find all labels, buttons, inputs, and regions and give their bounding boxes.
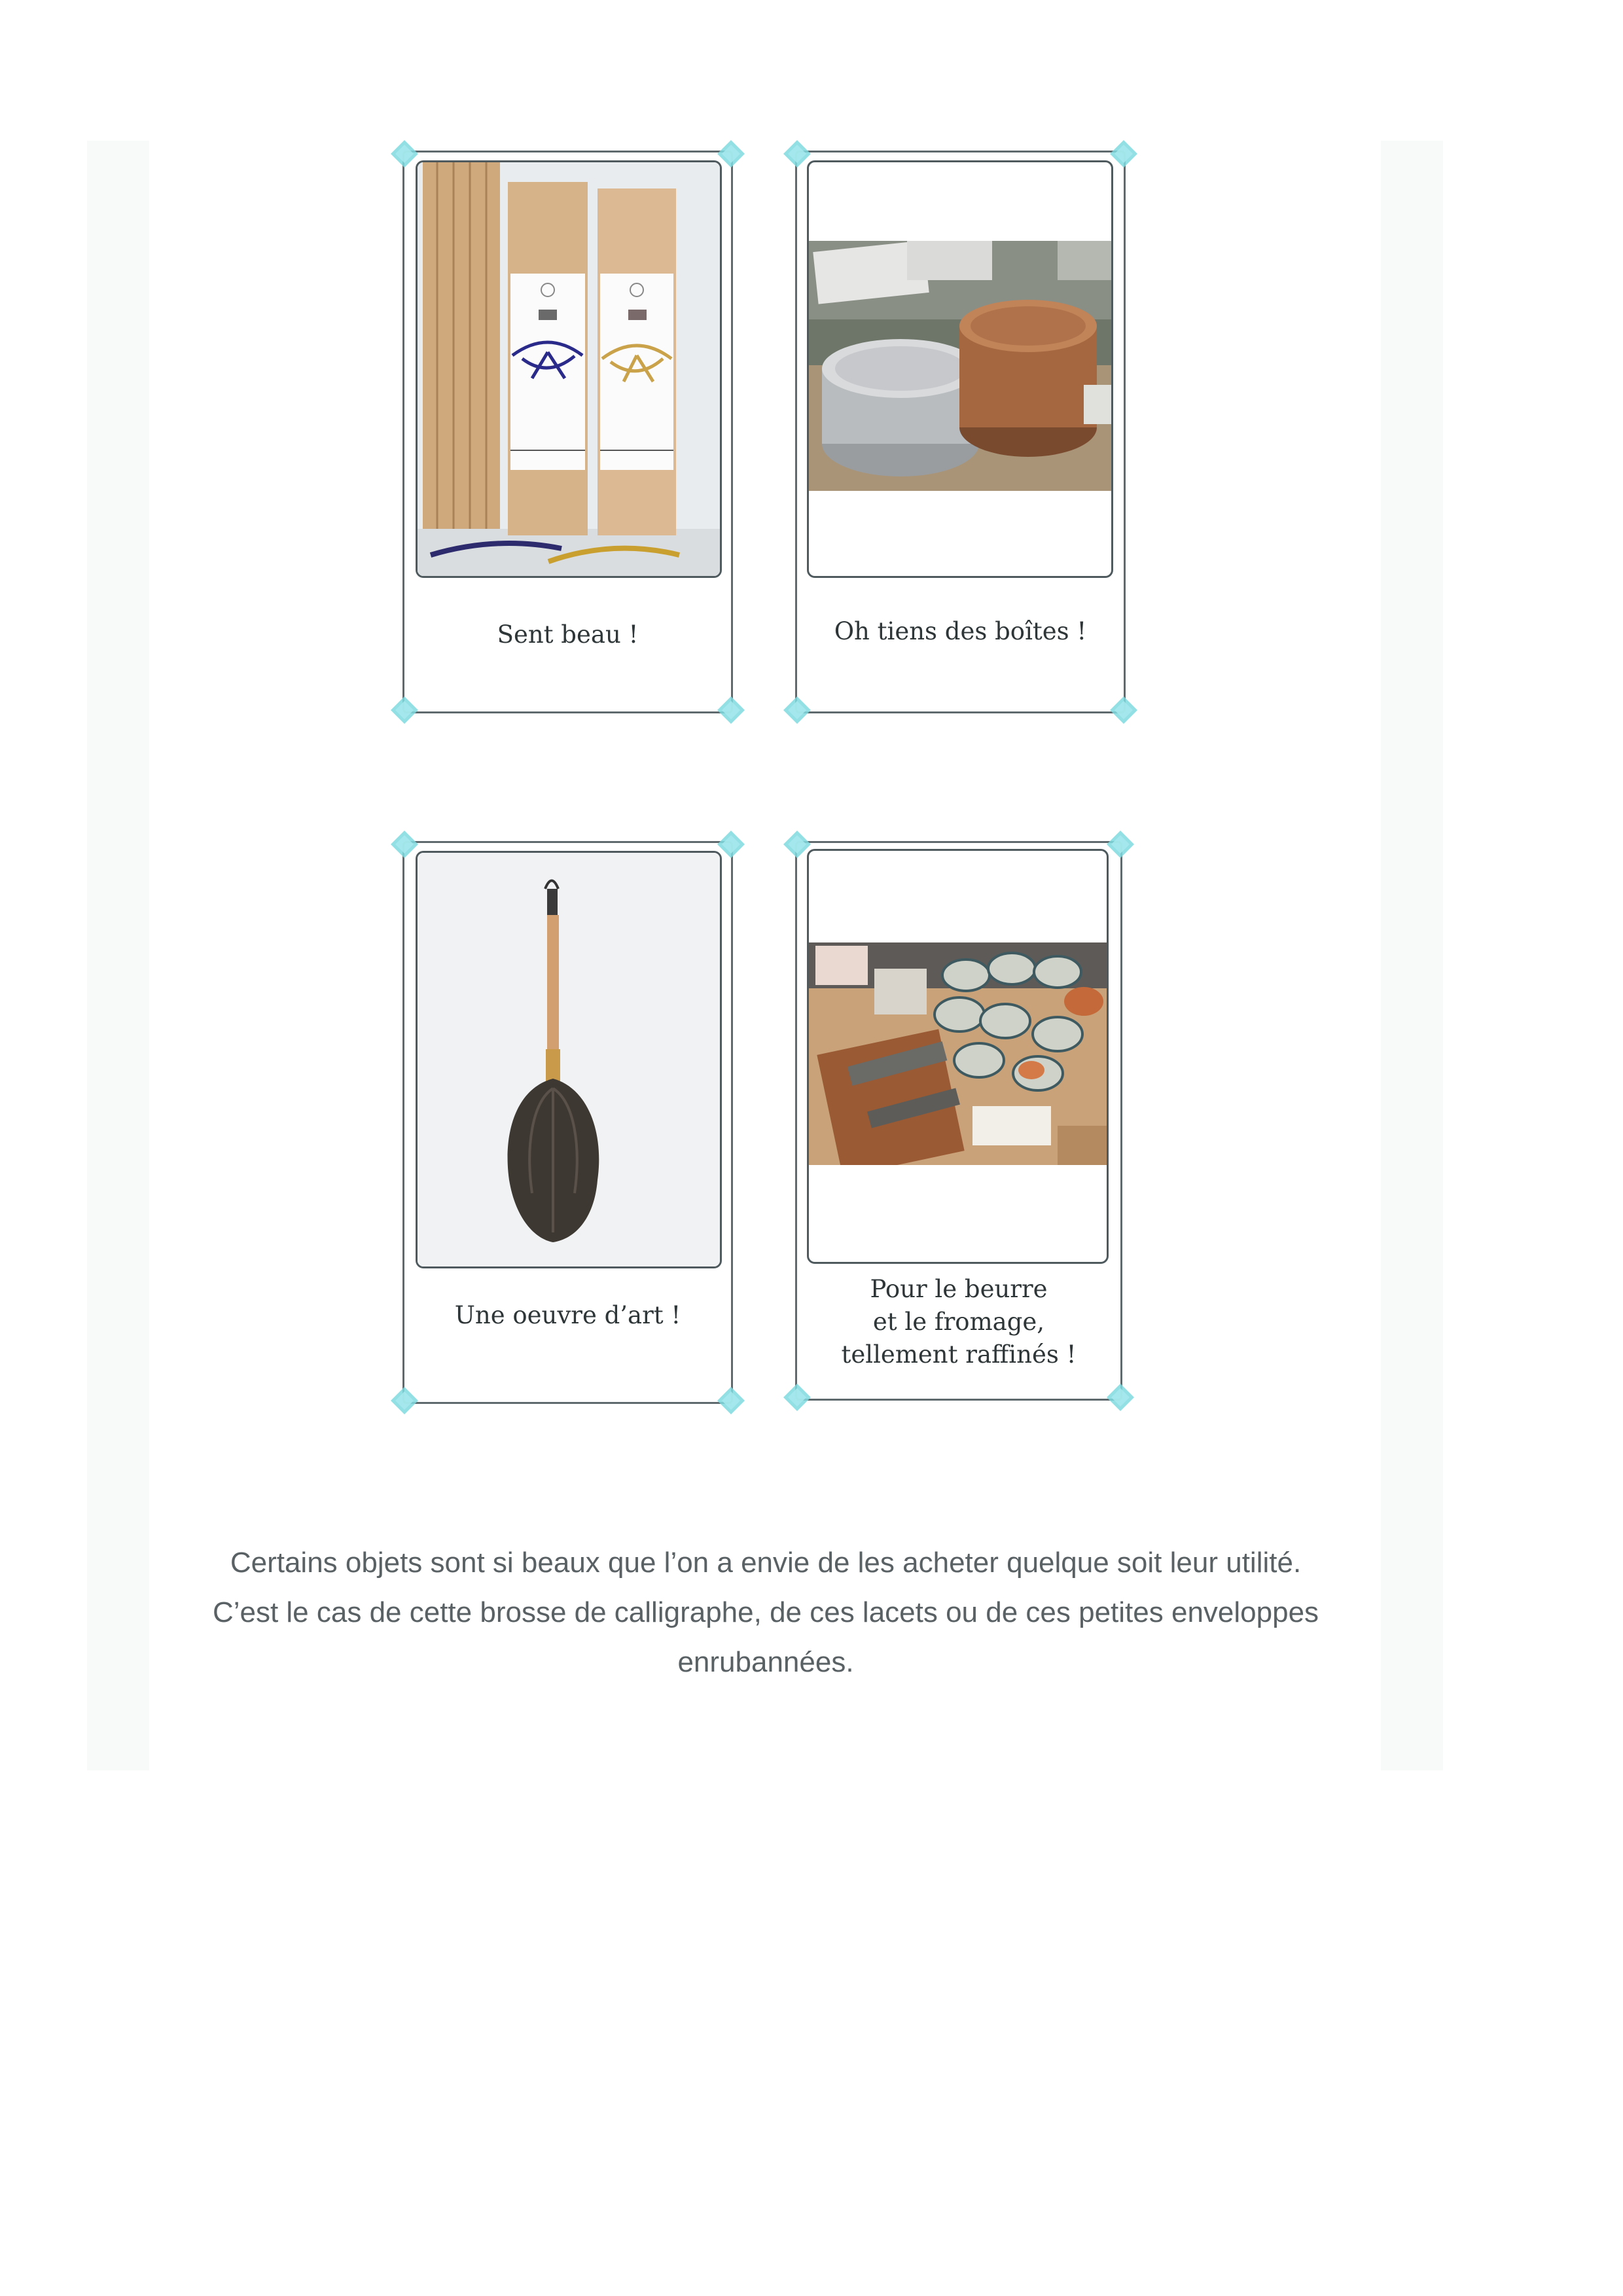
butter-cheese-knives-photo-icon [809, 942, 1107, 1165]
tape-corner-icon [1109, 695, 1139, 725]
photo-card-boxes [795, 151, 1126, 713]
tape-corner-icon [782, 695, 812, 725]
tape-corner-icon [389, 139, 419, 169]
photo-frame [416, 851, 722, 1268]
card-caption [402, 1299, 733, 1332]
incense-boxes-photo-icon [418, 162, 720, 576]
feather-duster-photo-icon [418, 853, 720, 1266]
card-caption [795, 1273, 1122, 1371]
photo-card-duster [402, 841, 733, 1404]
tape-corner-icon [782, 829, 812, 859]
photo-frame [807, 160, 1113, 578]
tape-corner-icon [782, 139, 812, 169]
right-margin-band [1381, 141, 1443, 1770]
body-line: Certains objets sont si beaux que l’on a envie de les acheter quelque soit leur utilité. [230, 1547, 1302, 1579]
caption-line: Une oeuvre d’art ! [454, 1301, 681, 1329]
left-margin-band [87, 141, 149, 1770]
tape-corner-icon [716, 829, 746, 859]
photo-card-incense [402, 151, 733, 713]
tea-canisters-photo-icon [809, 241, 1111, 491]
tape-corner-icon [1109, 139, 1139, 169]
caption-line: Sent beau ! [497, 620, 639, 649]
card-caption [402, 619, 733, 651]
tape-corner-icon [782, 1382, 812, 1412]
tape-corner-icon [389, 829, 419, 859]
tape-corner-icon [1105, 1382, 1135, 1412]
tape-corner-icon [389, 695, 419, 725]
caption-line: Oh tiens des boîtes ! [834, 617, 1087, 645]
body-line: enrubannées. [677, 1646, 854, 1678]
tape-corner-icon [716, 695, 746, 725]
card-caption [795, 615, 1126, 648]
caption-line: et le fromage, [872, 1308, 1045, 1336]
photo-card-butter-knives [795, 841, 1122, 1401]
body-line: C’est le cas de cette brosse de calligraphe, de ces lacets ou de ces petites enveloppes [212, 1596, 1319, 1628]
caption-line: tellement raffinés ! [841, 1340, 1077, 1369]
caption-line: Pour le beurre [870, 1275, 1048, 1303]
photo-frame [416, 160, 722, 578]
body-paragraph [151, 1538, 1381, 1687]
tape-corner-icon [716, 139, 746, 169]
tape-corner-icon [389, 1386, 419, 1416]
tape-corner-icon [1105, 829, 1135, 859]
tape-corner-icon [716, 1386, 746, 1416]
photo-frame [807, 849, 1109, 1264]
